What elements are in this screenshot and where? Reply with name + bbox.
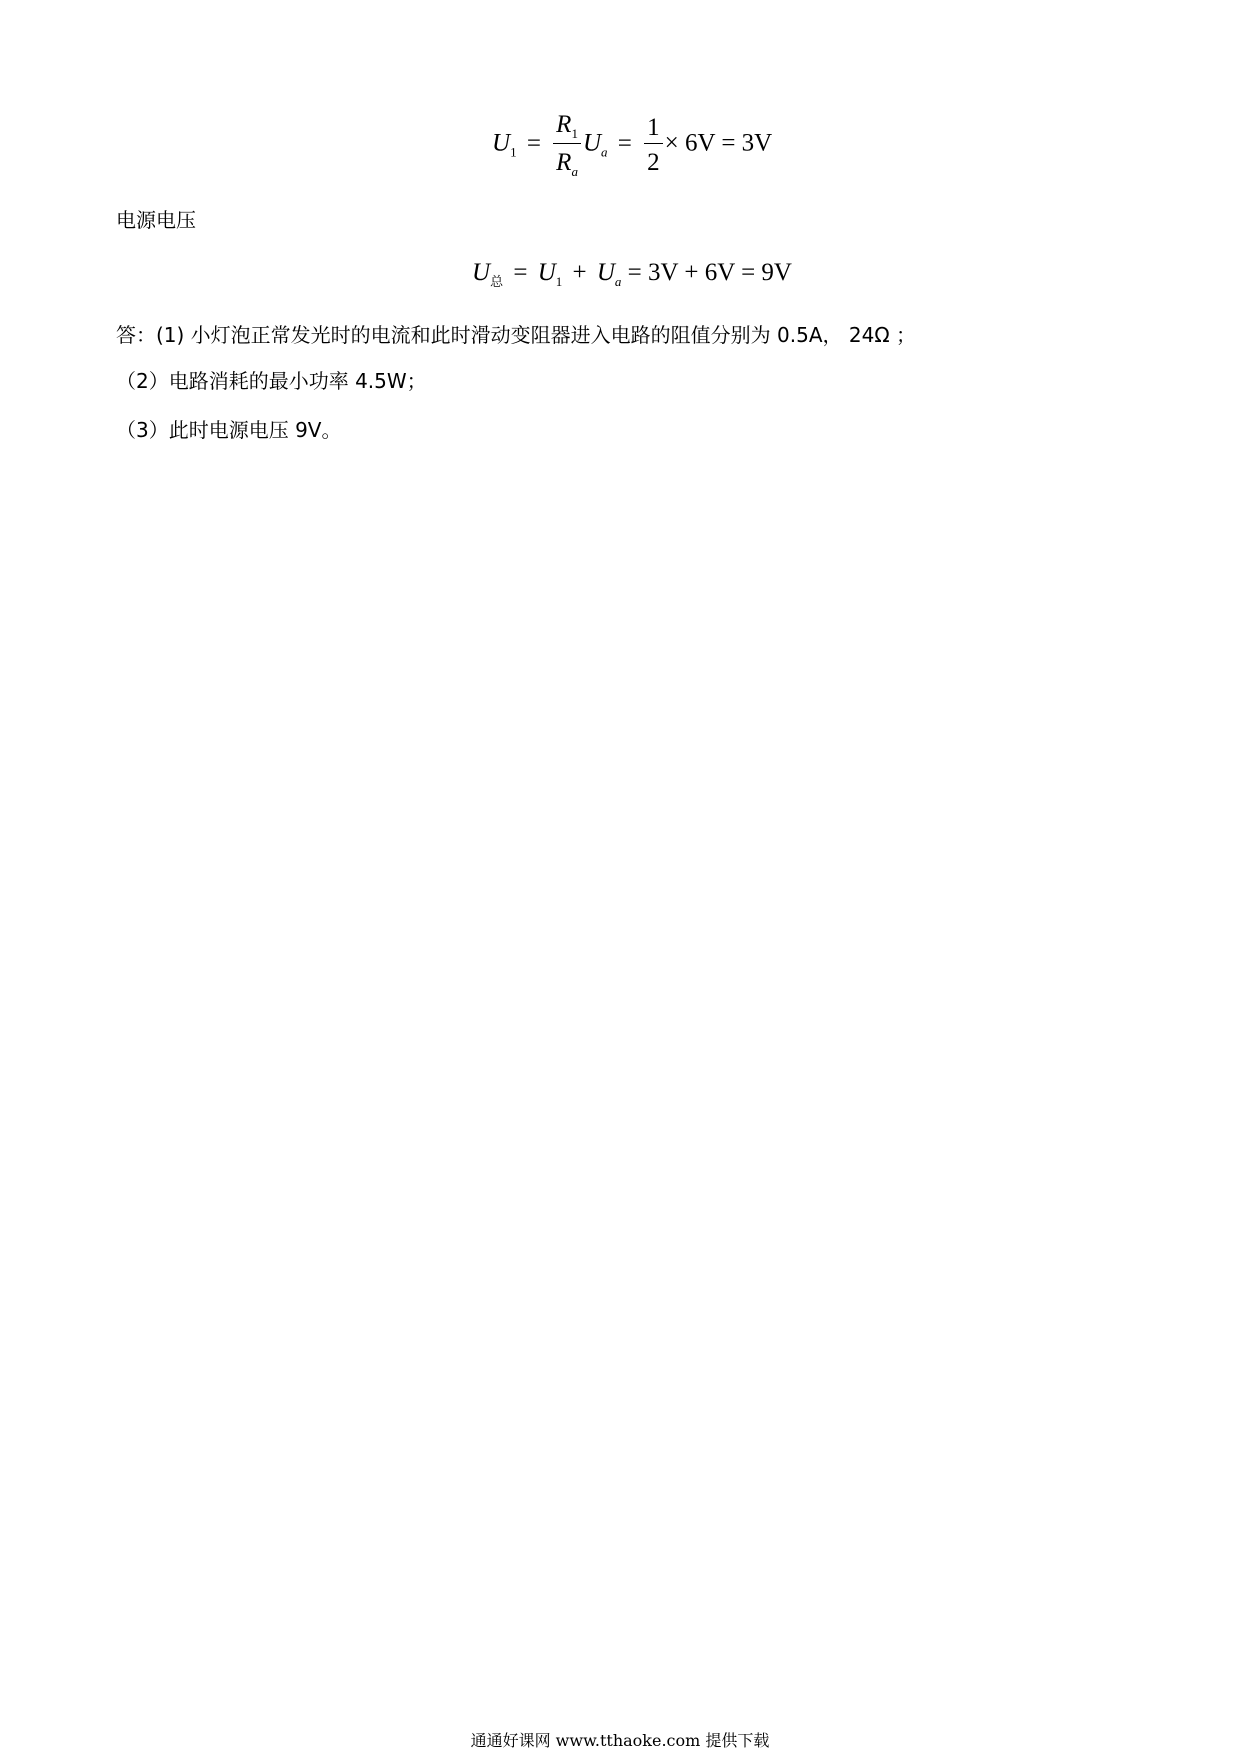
- subscript: 1: [510, 144, 517, 160]
- equals-sign: =: [617, 129, 632, 157]
- answer-line-3: （3）此时电源电压 9V。: [116, 418, 342, 442]
- var-u: U: [492, 129, 511, 157]
- var-r: R: [556, 111, 572, 138]
- equation-1: [492, 112, 772, 178]
- subscript: a: [571, 164, 578, 179]
- subscript: 总: [490, 274, 504, 289]
- fraction-half: [644, 115, 663, 175]
- equals-sign: =: [513, 259, 528, 286]
- page-footer: 通通好课网 www.tthaoke.com 提供下载: [470, 1731, 770, 1750]
- label-power-voltage: 电源电压: [116, 208, 196, 232]
- fraction-r1-over-ra: [553, 112, 581, 178]
- plus-sign: +: [572, 259, 587, 286]
- equals-sign: =: [526, 129, 541, 157]
- equation-2: [472, 260, 792, 288]
- var-u: U: [596, 259, 615, 286]
- answer-line-1: 答：(1) 小灯泡正常发光时的电流和此时滑动变阻器进入电路的阻值分别为 0.5A， 24Ω ；: [116, 323, 916, 347]
- subscript: 1: [555, 274, 563, 289]
- denominator: 2: [647, 149, 660, 176]
- var-r: R: [556, 149, 572, 176]
- var-u: U: [582, 129, 602, 157]
- answer-line-2: （2）电路消耗的最小功率 4.5W；: [116, 369, 427, 393]
- subscript: a: [601, 144, 608, 160]
- var-u: U: [537, 259, 556, 286]
- equation-rest: × 6V = 3V: [664, 129, 773, 157]
- var-u: U: [472, 259, 491, 286]
- equation-rest: = 3V + 6V = 9V: [627, 259, 792, 286]
- subscript: a: [614, 274, 622, 289]
- subscript: 1: [571, 126, 578, 141]
- numerator: 1: [644, 115, 663, 144]
